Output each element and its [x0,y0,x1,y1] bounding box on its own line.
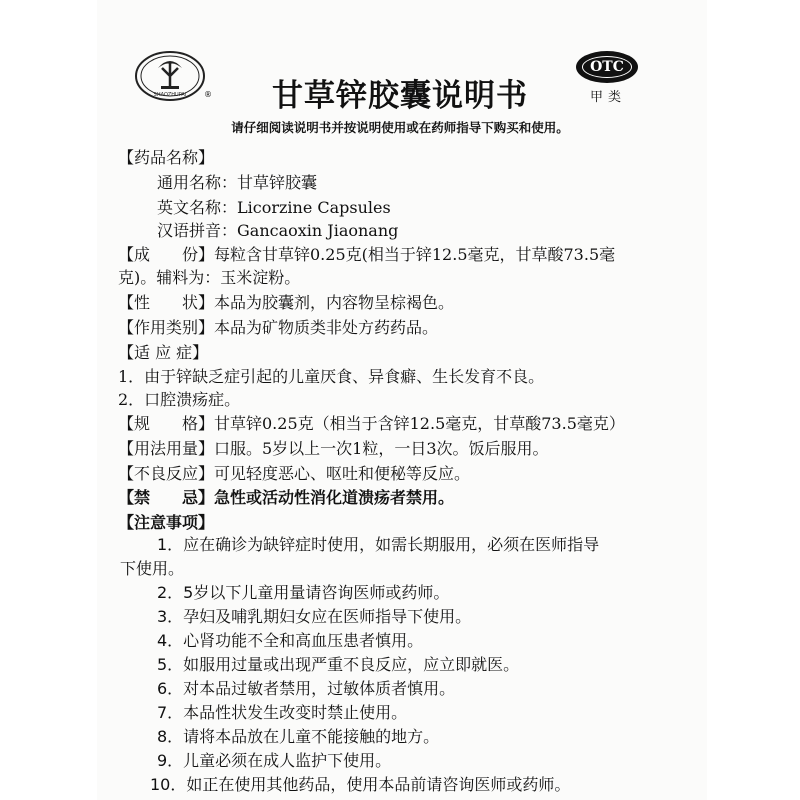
otc-class: 甲类 [590,90,627,105]
indication-item-1: 1．由于锌缺乏症引起的儿童厌食、异食癖、生长发育不良。 [118,367,545,386]
section-heading-drug-name: 【药品名称】 [118,148,215,167]
section-heading-precautions: 【注意事项】 [118,513,215,532]
registered-mark: ® [204,90,212,99]
otc-badge [576,51,638,83]
indication-item-2: 2．口腔溃疡症。 [118,390,241,409]
precaution-item: 10．如正在使用其他药品，使用本品前请咨询医师或药师。 [150,775,571,794]
specification: 【规 格】甘草锌0.25克（相当于含锌12.5毫克，甘草酸73.5毫克） [118,414,625,433]
description: 【性 状】本品为胶囊剂，内容物呈棕褐色。 [118,293,455,312]
precaution-item: 8．请将本品放在儿童不能接触的地方。 [157,727,440,746]
precaution-item: 6．对本品过敏者禁用，过敏体质者慎用。 [157,679,456,698]
precaution-item: 7．本品性状发生改变时禁止使用。 [157,703,408,722]
precaution-item: 下使用。 [120,559,185,578]
ingredients-line-1: 【成 份】每粒含甘草锌0.25克(相当于锌12.5毫克，甘草酸73.5毫 [118,245,616,264]
precaution-item: 5．如服用过量或出现严重不良反应，应立即就医。 [157,655,520,674]
english-name: 英文名称：Licorzine Capsules [157,198,391,217]
page-title: 甘草锌胶囊说明书 [272,78,528,114]
logo-text: SHAOZHUPAI [153,92,187,98]
pinyin-name: 汉语拼音：Gancaoxin Jiaonang [157,221,399,240]
ingredients-line-2: 克)。辅料为：玉米淀粉。 [118,268,301,287]
precaution-item: 9．儿童必须在成人监护下使用。 [157,751,392,770]
adverse-reactions: 【不良反应】可见轻度恶心、呕吐和便秘等反应。 [118,464,471,483]
section-heading-indications: 【适 应 症】 [118,343,209,362]
generic-name: 通用名称：甘草锌胶囊 [157,173,318,192]
precaution-item: 4．心肾功能不全和高血压患者慎用。 [157,631,424,650]
contraindications: 【禁 忌】急性或活动性消化道溃疡者禁用。 [118,488,455,507]
precaution-item: 2．5岁以下儿童用量请咨询医师或药师。 [157,583,450,602]
subtitle: 请仔细阅读说明书并按说明使用或在药师指导下购买和使用。 [231,120,569,135]
dosage: 【用法用量】口服。5岁以上一次1粒，一日3次。饭后服用。 [118,439,549,458]
precaution-item: 3．孕妇及哺乳期妇女应在医师指导下使用。 [157,607,472,626]
otc-label: OTC [582,56,632,78]
category: 【作用类别】本品为矿物质类非处方药药品。 [118,318,439,337]
precaution-item: 1．应在确诊为缺锌症时使用，如需长期服用，必须在医师指导 [157,535,600,554]
